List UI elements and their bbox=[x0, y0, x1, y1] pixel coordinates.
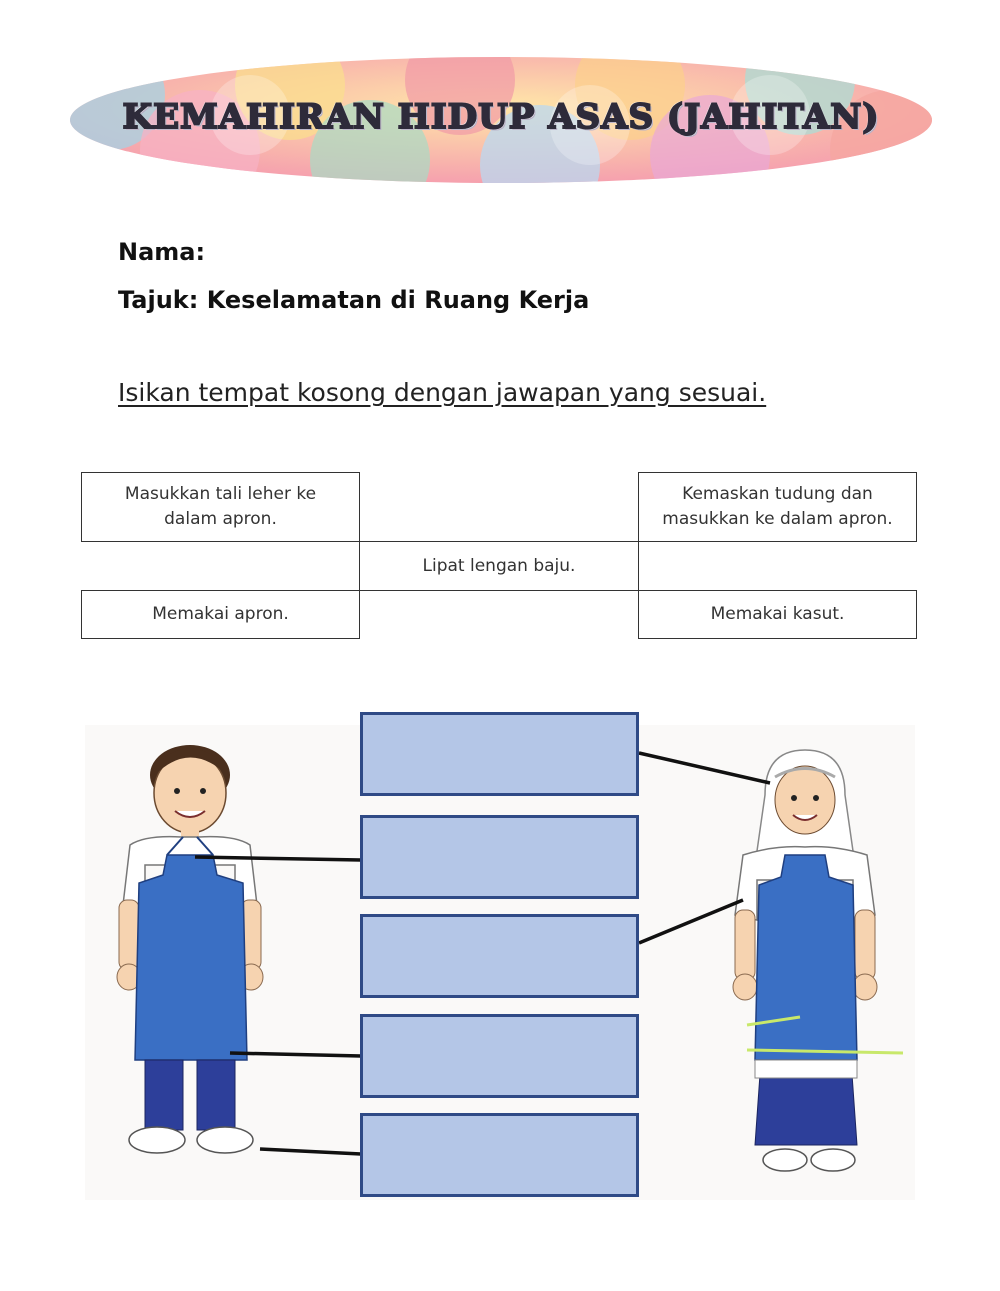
answer-box-5[interactable] bbox=[360, 1113, 639, 1197]
answer-bank bbox=[81, 472, 917, 639]
title-banner bbox=[70, 55, 932, 185]
answer-option-tudung[interactable]: Kemaskan tudung dan masukkan ke dalam apron. bbox=[638, 472, 917, 542]
instruction-text: Isikan tempat kosong dengan jawapan yang sesuai. bbox=[118, 378, 767, 407]
banner-title: KEMAHIRAN HIDUP ASAS (JAHITAN) bbox=[122, 97, 880, 137]
topic-label: Tajuk: Keselamatan di Ruang Kerja bbox=[118, 286, 590, 314]
answer-option-tie[interactable]: Masukkan tali leher ke dalam apron. bbox=[81, 472, 360, 542]
answer-option-sleeve[interactable]: Lipat lengan baju. bbox=[359, 541, 639, 591]
answer-box-1[interactable] bbox=[360, 712, 639, 796]
answer-box-2[interactable] bbox=[360, 815, 639, 899]
answer-option-shoes[interactable]: Memakai kasut. bbox=[638, 590, 917, 639]
name-label: Nama: bbox=[118, 238, 206, 266]
answer-option-apron[interactable]: Memakai apron. bbox=[81, 590, 360, 639]
answer-box-4[interactable] bbox=[360, 1014, 639, 1098]
answer-box-3[interactable] bbox=[360, 914, 639, 998]
